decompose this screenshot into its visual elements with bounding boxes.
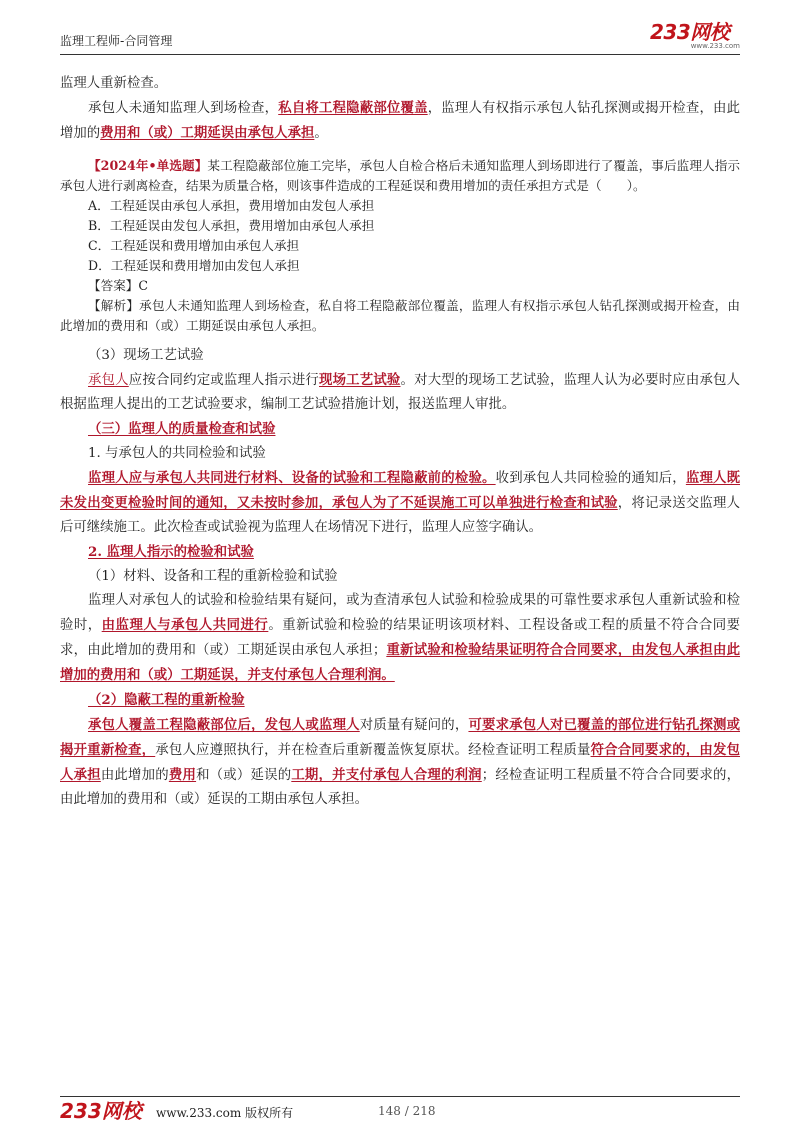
page-total: 218 <box>412 1104 436 1118</box>
highlight-text: 监理人既未发出变更检验时间的通知，又未按时参加，承包人为了不延误施工可以单独进行检查和试验 <box>60 470 741 511</box>
question-stem <box>60 156 740 196</box>
header-title: 监理工程师-合同管理 <box>60 34 173 48</box>
paragraph <box>60 96 740 146</box>
subsection-title <box>60 540 740 565</box>
highlight-text: 费用和（或）工期延误由承包人承担 <box>100 125 315 141</box>
highlight-text: 私自将工程隐蔽部位覆盖 <box>278 100 428 116</box>
question-text: 某工程隐蔽部位施工完毕，承包人自检合格后未通知监理人到场即进行了覆盖，事后监理人指示承包人进行剥离检查，结果为质量合格，则该事件造成的工程延误和费用增加的责任承担方式是（ ）。 <box>60 158 741 193</box>
highlight-text: 监理人应与承包人共同进行材料、设备的试验和工程隐蔽前的检验。 <box>88 470 496 486</box>
paragraph <box>60 713 740 812</box>
highlight-text: 可要求承包人对已覆盖的部位进行钻孔探测或揭开重新检查， <box>60 717 741 758</box>
footer-divider <box>60 1096 740 1097</box>
section-title: （3）现场工艺试验 <box>88 348 204 363</box>
highlight-text: 现场工艺试验 <box>319 372 401 388</box>
page-footer <box>60 1100 740 1124</box>
text-run: 。 <box>314 126 328 141</box>
footer-site: www.233.com 版权所有 <box>156 1106 294 1120</box>
highlight-text: （三）监理人的质量检查和试验 <box>88 421 276 437</box>
option-c: C．工程延误和费用增加由承包人承担 <box>88 238 300 253</box>
text-run: 由此增加的 <box>100 768 169 783</box>
analysis-tag: 【解析】 <box>88 298 140 313</box>
highlight-text: 工期，并支付承包人合理的利润 <box>291 767 482 783</box>
question-tag: 【2024年•单选题】 <box>88 158 208 173</box>
highlight-text: 承包人覆盖工程隐蔽部位后，发包人或监理人 <box>88 717 360 733</box>
subsection-title: （1）材料、设备和工程的重新检验和试验 <box>88 569 338 584</box>
text-run: ；经检查证明工程质量不符合合同要求的，由此增加的费用和（或）延误的工期由承包人承担。 <box>60 768 741 807</box>
text-run: 和（或）延误的 <box>196 768 292 783</box>
paragraph <box>60 368 740 417</box>
highlight-text: 2. 监理人指示的检验和试验 <box>88 544 254 560</box>
paragraph: 监理人重新检查。 <box>60 76 168 91</box>
text-run: 。重新试验和检验的结果证明该项材料、工程设备或工程的质量不符合合同要求，由此增加的费用和（或）工期延误由承包人承担； <box>60 618 741 658</box>
highlight-text: 费用 <box>168 767 197 783</box>
highlight-text: 承包人 <box>88 373 129 388</box>
answer <box>60 276 740 296</box>
logo-text: 233网校 <box>650 20 730 44</box>
page-number <box>378 1104 435 1118</box>
analysis <box>60 296 740 336</box>
option-b: B．工程延误由发包人承担，费用增加由承包人承担 <box>88 218 375 233</box>
answer-tag: 【答案】 <box>88 278 139 293</box>
answer-value: C <box>138 278 149 293</box>
paragraph <box>60 466 740 540</box>
paragraph <box>60 589 740 688</box>
text-run: 收到承包人共同检验的通知后， <box>495 471 686 486</box>
page-body <box>60 72 740 812</box>
subsection-title: 1. 与承包人的共同检验和试验 <box>88 446 266 461</box>
text-run: 对质量有疑问的， <box>359 718 469 733</box>
text-run: 。对大型的现场工艺试验，监理人认为必要时应由承包人根据监理人提出的工艺试验要求，编制工艺试验措施计划，报送监理人审批。 <box>60 373 741 412</box>
text-run: ，监理人有权指示承包人钻孔探测或揭开检查，由此增加的 <box>60 101 741 141</box>
option-a: A．工程延误由承包人承担，费用增加由发包人承担 <box>88 198 375 213</box>
page-header <box>60 22 740 52</box>
text-run: 承包人未通知监理人到场检查， <box>88 101 279 116</box>
highlight-text: 符合合同要求的，由发包人承担 <box>60 742 741 783</box>
highlight-text: 重新试验和检验结果证明符合合同要求，由发包人承担由此增加的费用和（或）工期延误，并支付承包人合理利润。 <box>60 642 741 683</box>
brand-logo <box>650 22 740 52</box>
exam-question <box>60 156 740 336</box>
analysis-text: 承包人未通知监理人到场检查，私自将工程隐蔽部位覆盖，监理人有权指示承包人钻孔探测或揭开检查，由此增加的费用和（或）工期延误由承包人承担。 <box>60 298 741 333</box>
option-d: D．工程延误和费用增加由发包人承担 <box>88 258 300 273</box>
footer-logo: 233网校 <box>60 1099 142 1123</box>
text-run: ，将记录送交监理人后可继续施工。此次检查或试验视为监理人在场情况下进行，监理人应签字确认。 <box>60 496 741 535</box>
logo-url: www.233.com <box>690 42 740 50</box>
subsection-title <box>60 688 740 713</box>
header-divider <box>60 54 740 55</box>
highlight-text: （2）隐蔽工程的重新检验 <box>88 692 245 708</box>
page-separator: / <box>400 1104 413 1118</box>
section-heading <box>60 417 740 442</box>
page-current: 148 <box>378 1104 401 1118</box>
text-run: 应按合同约定或监理人指示进行 <box>128 373 319 388</box>
text-run: 监理人对承包人的试验和检验结果有疑问，或为查清承包人试验和检验成果的可靠性要求承包人重新试验和检验时， <box>60 593 740 633</box>
text-run: 承包人应遵照执行，并在检查后重新覆盖恢复原状。经检查证明工程质量 <box>155 743 591 758</box>
highlight-text: 由监理人与承包人共同进行 <box>101 617 269 633</box>
